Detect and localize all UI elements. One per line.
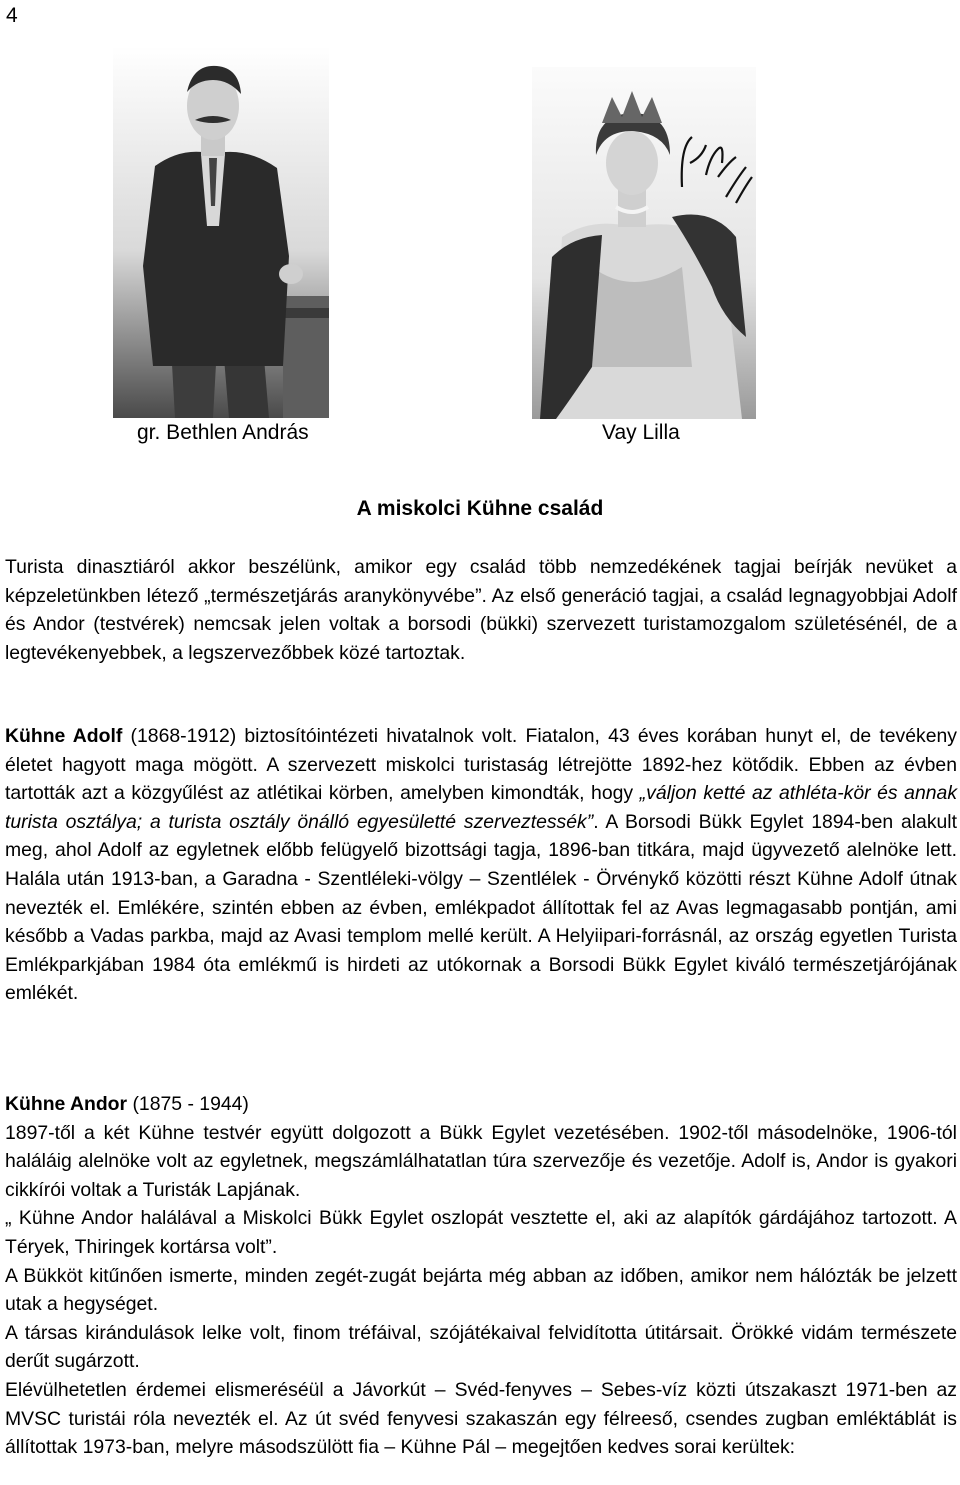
intro-paragraph: Turista dinasztiáról akkor beszélünk, amikor egy család több nemzedékének tagjai beírják nevüket a képzeletünkben létező „természetjárás aranykönyvébe”. Az első generáció tagjai, a család legnagyobbjai Adolf és Andor (testvérek) nemcsak jelen voltak a borsodi (bükki) szervezett turistamozgalom születésénél, de a legtevékenyebbek, a legszervezőbbek közé tartoztak. <box>5 556 957 664</box>
andor-paragraph-1: 1897-től a két Kühne testvér együtt dolgozott a Bükk Egylet vezetésében. 1902-től másodelnöke, 1906-tól haláláig alelnöke volt az egyletnek, megszámlálhatatlan túra szervezője és vezetője. Adolf is, Andor is gyakori cikkírói voltak a Turisták Lapjának. <box>5 1121 957 1201</box>
andor-paragraph-5: Elévülhetetlen érdemei elismeréséül a Jávorkút – Svéd-fenyves – Sebes-víz közti útszakaszt 1971-ben az MVSC turistái róla nevezték el. Az út svéd fenyvesi szakaszán egy félreeső, csendes zugban emléktáblát is állítottak 1973-ban, melyre másodszülött fia – Kühne Pál – megejtően kedves sorai kerültek: <box>5 1378 957 1459</box>
section-title: A miskolci Kühne család <box>356 497 604 520</box>
portrait-man-photo <box>113 46 329 418</box>
portrait-woman-photo <box>532 67 756 419</box>
intro-section <box>5 553 957 667</box>
andor-name: Kühne Andor <box>5 1093 128 1115</box>
andor-paragraph-4: A társas kirándulások lelke volt, finom tréfáival, szójátékaival felvidította útitársait. Örökké vidám természete derűt sugárzott. <box>5 1321 957 1373</box>
andor-section <box>5 1090 957 1462</box>
andor-paragraph-3: A Bükköt kitűnően ismerte, minden zegét-zugát bejárta még abban az időben, amikor nem hálózták be jelzett utak a hegységet. <box>5 1264 957 1316</box>
adolf-text-2: . A Borsodi Bükk Egylet 1894-ben alakult meg, ahol Adolf az egyletnek előbb felügyelő bizottsági tagja, 1896-ban titkára, majd ügyvezető alelnöke lett. Halála után 1913-ban, a Garadna - Szentléleki-völgy – Szentlélek - Örvénykő közötti részt Kühne Adolf útnak nevezték el. Emlékére, szintén ebben az évben, emlékpadot állítottak fel az Avas legmagasabb pontján, ami később a Vadas parkba, majd az Avasi templom mellé került. A Helyiipari-forrásnál, az ország egyetlen Turista Emlékparkjában 1984 óta emlékmű is hirdeti az utókornak a Borsodi Bükk Egylet kiváló természetjárójának emlékét. <box>5 810 958 1005</box>
andor-years: (1875 - 1944) <box>127 1093 249 1115</box>
page-number: 4 <box>6 4 18 27</box>
andor-heading <box>5 1090 957 1119</box>
photo-caption-right: Vay Lilla <box>602 421 680 444</box>
adolf-quote: „váljon ketté az athléta-kör és annak turista osztálya; a turista osztály önálló egyesületté szerveztessék” <box>5 782 958 833</box>
andor-paragraph-2: „ Kühne Andor halálával a Miskolci Bükk Egylet oszlopát vesztette el, aki az alapítók gárdájához tartozott. A Téryek, Thiringek kortársa volt”. <box>5 1207 957 1258</box>
adolf-text-1: (1868-1912) biztosítóintézeti hivatalnok volt. Fiatalon, 43 éves korában hunyt el, de tevékeny életet hagyott maga mögött. A szervezett miskolci turistaság létrejötte 1892-hez kötődik. Ebben az évben tartották azt a közgyűlést az atlétikai körben, amelyben kimondták, hogy <box>5 725 957 805</box>
adolf-section <box>5 722 957 1008</box>
adolf-name: Kühne Adolf <box>5 725 123 747</box>
photo-caption-left: gr. Bethlen András <box>137 421 309 444</box>
adolf-paragraph <box>5 722 957 1008</box>
signature-icon <box>532 67 756 419</box>
